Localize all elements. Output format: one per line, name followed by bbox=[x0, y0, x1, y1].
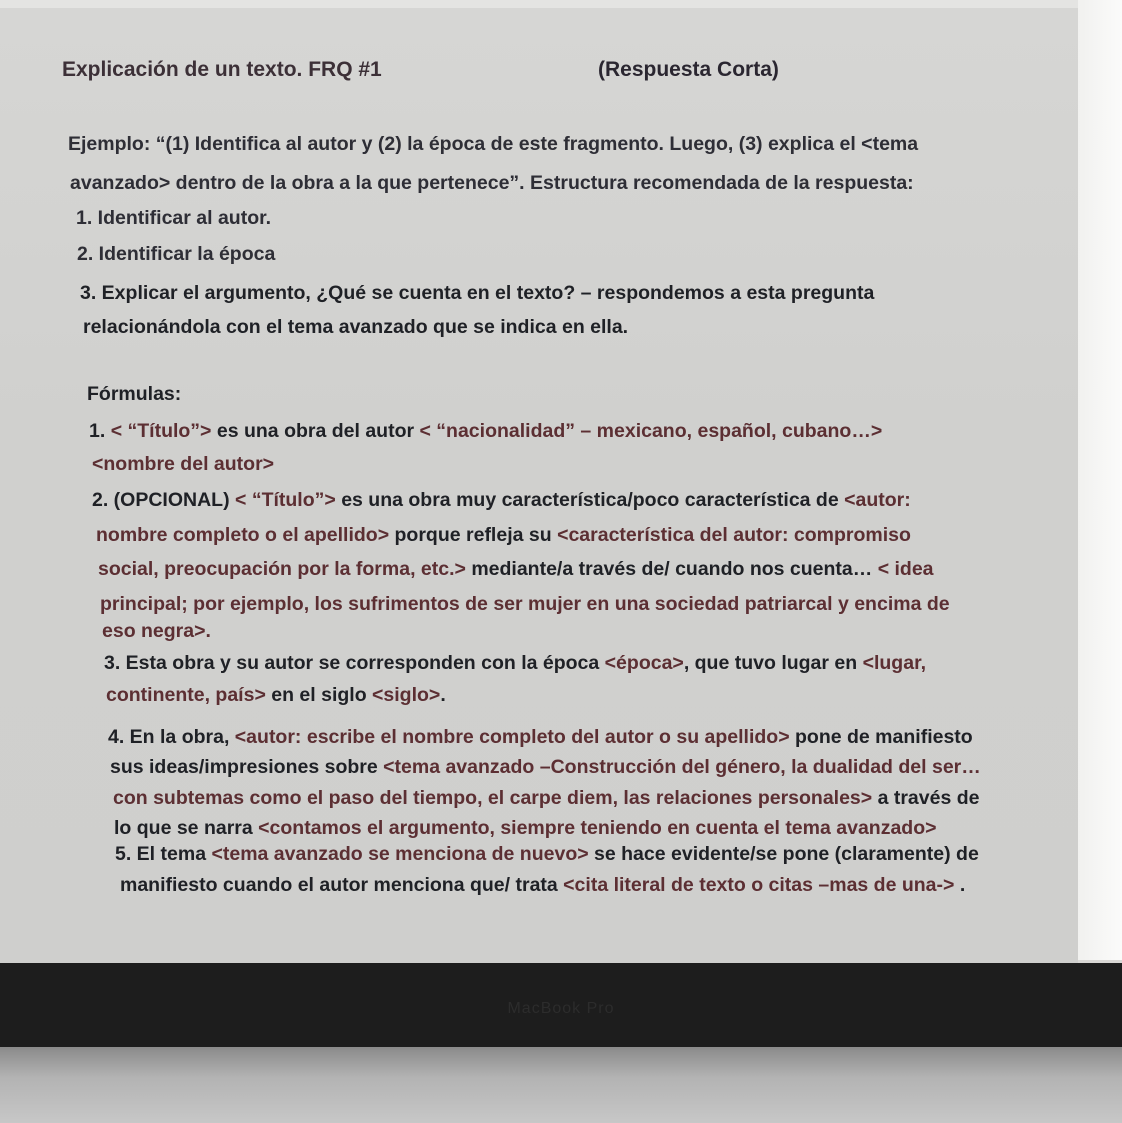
step-1: 1. Identificar al autor. bbox=[76, 207, 272, 229]
formula-4-text-5: lo que se narra bbox=[114, 817, 259, 839]
formula-4-line-3 bbox=[113, 787, 980, 810]
formula-4-plot-placeholder: <contamos el argumento, siempre teniendo en cuenta el tema avanzado> bbox=[258, 817, 937, 839]
formula-1-line-2 bbox=[92, 453, 274, 476]
formula-2-line-3 bbox=[98, 558, 934, 581]
formula-4-author-placeholder: <autor: escribe el nombre completo del autor o su apellido> bbox=[234, 726, 790, 748]
formula-3-text-2: , que tuvo lugar en bbox=[683, 652, 863, 674]
formula-2-line-2 bbox=[96, 524, 911, 547]
formula-5-text: 5. El tema bbox=[115, 843, 212, 865]
formula-4-text-4: a través de bbox=[872, 787, 980, 809]
formula-2-title-placeholder: < “Título”> bbox=[235, 489, 336, 511]
formula-2-idea-placeholder-end: eso negra>. bbox=[102, 620, 211, 642]
formulas-heading: Fórmulas: bbox=[87, 383, 182, 405]
formula-4-theme-placeholder-cont: con subtemas como el paso del tiempo, el carpe diem, las relaciones personales> bbox=[113, 787, 873, 809]
formula-5-quote-placeholder: <cita literal de texto o citas –mas de una-> bbox=[563, 874, 955, 896]
formula-3-period: . bbox=[440, 684, 446, 706]
formula-5-text-2: se hace evidente/se pone (claramente) de bbox=[588, 843, 979, 865]
example-line-1: Ejemplo: “(1) Identifica al autor y (2) la época de este fragmento. Luego, (3) explica el <tema bbox=[68, 133, 919, 155]
formula-2-text-2: porque refleja su bbox=[389, 524, 558, 546]
formula-1-number: 1. bbox=[89, 420, 111, 442]
formula-1-title-placeholder: < “Título”> bbox=[110, 420, 212, 442]
formula-4-theme-placeholder: <tema avanzado –Construcción del género, la dualidad del ser… bbox=[383, 756, 981, 778]
formula-3-epoch-placeholder: <época> bbox=[604, 652, 684, 674]
formula-3-century-placeholder: <siglo> bbox=[372, 684, 441, 706]
formula-3-place-placeholder: <lugar, bbox=[862, 652, 926, 674]
formula-2-line-1 bbox=[92, 489, 911, 512]
formula-3-line-1 bbox=[104, 652, 926, 675]
formula-4-line-1 bbox=[108, 726, 973, 749]
desk-surface bbox=[0, 1047, 1122, 1123]
step-3: 3. Explicar el argumento, ¿Qué se cuenta en el texto? – respondemos a esta pregunta bbox=[80, 282, 875, 304]
formula-5-line-2 bbox=[120, 874, 965, 897]
formula-2-idea-placeholder-cont: principal; por ejemplo, los sufrimentos de ser mujer en una sociedad patriarcal y encima de bbox=[100, 593, 950, 615]
formula-3-text: 3. Esta obra y su autor se corresponden con la época bbox=[104, 652, 605, 674]
document-subtitle: (Respuesta Corta) bbox=[598, 58, 779, 81]
laptop-brand-label: MacBook Pro bbox=[507, 1000, 615, 1017]
formula-2-idea-placeholder: < idea bbox=[877, 558, 934, 580]
formula-5-text-3: manifiesto cuando el autor menciona que/ trata bbox=[120, 874, 564, 896]
step-3-continued: relacionándola con el tema avanzado que se indica en ella. bbox=[83, 316, 629, 338]
formula-1-nationality-placeholder: < “nacionalidad” – mexicano, español, cubano…> bbox=[419, 420, 883, 442]
formula-4-text: 4. En la obra, bbox=[108, 726, 235, 748]
formula-3-line-2 bbox=[106, 684, 446, 707]
formula-1-text: es una obra del autor bbox=[211, 420, 420, 442]
formula-1-line-1 bbox=[89, 420, 882, 443]
formula-2-author-placeholder-cont: nombre completo o el apellido> bbox=[96, 524, 390, 546]
formula-2-characteristic-placeholder-cont: social, preocupación por la forma, etc.> bbox=[98, 558, 466, 580]
formula-5-period: . bbox=[954, 874, 966, 896]
formula-2-text-3: mediante/a través de/ cuando nos cuenta… bbox=[465, 558, 878, 580]
formula-4-line-2 bbox=[110, 756, 981, 779]
document-title: Explicación de un texto. FRQ #1 bbox=[62, 58, 382, 81]
formula-2-line-5 bbox=[102, 620, 211, 643]
formula-2-characteristic-placeholder: <característica del autor: compromiso bbox=[557, 524, 911, 546]
formula-3-text-3: en el siglo bbox=[265, 684, 373, 706]
formula-4-line-4 bbox=[114, 817, 937, 840]
formula-4-text-2: pone de manifiesto bbox=[789, 726, 973, 748]
formula-2-number: 2. (OPCIONAL) bbox=[92, 489, 236, 511]
monitor-right-edge bbox=[1078, 0, 1122, 960]
formula-1-author-placeholder: <nombre del autor> bbox=[92, 453, 275, 475]
example-line-2: avanzado> dentro de la obra a la que pertenece”. Estructura recomendada de la respuesta: bbox=[70, 172, 914, 194]
formula-5-theme-placeholder: <tema avanzado se menciona de nuevo> bbox=[211, 843, 589, 865]
step-2: 2. Identificar la época bbox=[77, 243, 276, 265]
formula-2-text: es una obra muy característica/poco característica de bbox=[335, 489, 845, 511]
formula-4-text-3: sus ideas/impresiones sobre bbox=[110, 756, 384, 778]
formula-2-author-placeholder: <autor: bbox=[844, 489, 911, 511]
formula-3-place-placeholder-cont: continente, país> bbox=[106, 684, 266, 706]
formula-2-line-4 bbox=[100, 593, 950, 616]
formula-5-line-1 bbox=[115, 843, 979, 866]
